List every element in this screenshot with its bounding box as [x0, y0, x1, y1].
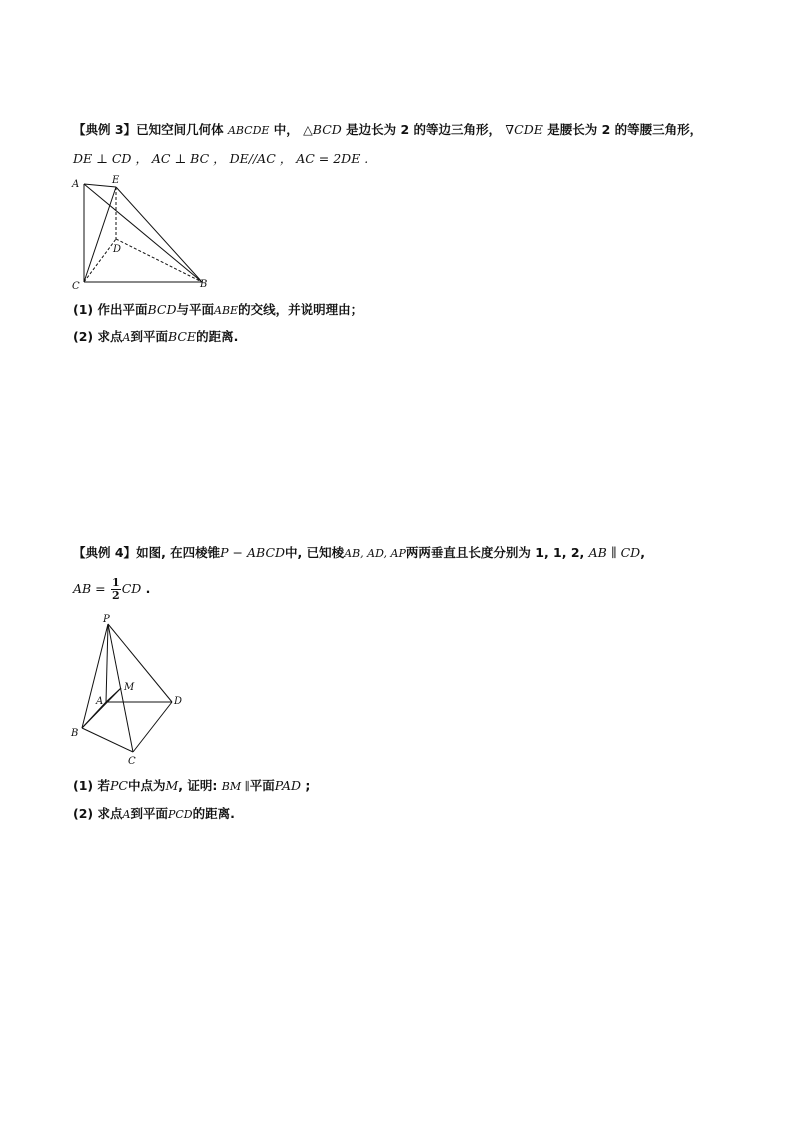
example4-tag: 【典例 4】: [73, 545, 137, 560]
example3-question-1: (1) 作出平面BCD与平面ABE的交线，并说明理由；: [73, 302, 364, 317]
example4-figure: [66, 612, 196, 772]
label-D: D: [174, 696, 183, 707]
edge-EB: [116, 187, 202, 282]
edge-PB: [82, 624, 108, 728]
edge-PA: [106, 624, 108, 702]
label-M: M: [124, 682, 135, 693]
example3-conditions: DE ⊥ CD ， AC ⊥ BC ， DE//AC ， AC = 2DE .: [73, 151, 369, 166]
example3-question-2: (2) 求点A到平面BCE的距离.: [73, 329, 239, 344]
example3-tag: 【典例 3】: [73, 122, 137, 137]
label-E: E: [112, 175, 120, 186]
label-B: B: [71, 728, 79, 739]
label-C: C: [128, 756, 136, 767]
edge-PD: [108, 624, 172, 702]
edge-BC: [82, 728, 133, 752]
label-D: D: [113, 244, 122, 255]
example4-condition-ab: AB = $\frac{1}{2}$ CD .: [73, 576, 151, 602]
example4-question-2: (2) 求点A到平面PCD的距离.: [73, 806, 235, 821]
label-C: C: [72, 281, 80, 292]
example4-statement-line1: 【典例 4】如图, 在四棱锥P − ABCD中, 已知棱AB, AD, AP两两垂直且长度分别为 1, 1, 2, AB ∥ CD,: [73, 545, 645, 560]
edge-DB-hidden: [116, 239, 202, 282]
example3-figure: [66, 172, 226, 292]
label-A: A: [96, 696, 104, 707]
edge-AB: [84, 184, 202, 282]
edge-CD-hidden: [84, 239, 116, 282]
example3-statement-line1: 【典例 3】已知空间几何体 ABCDE 中， △BCD 是边长为 2 的等边三角形， ∇CDE 是腰长为 2 的等腰三角形，: [73, 122, 703, 137]
edge-CD: [133, 702, 172, 752]
label-B: B: [200, 279, 208, 290]
edge-AM: [106, 688, 121, 702]
label-P: P: [103, 614, 110, 625]
edge-CE: [84, 187, 116, 282]
label-A: A: [72, 179, 80, 190]
example4-question-1: (1) 若PC中点为M, 证明: BM ∥平面PAD ;: [73, 778, 311, 793]
fraction-one-half: $\frac{1}{2}$: [112, 576, 120, 602]
